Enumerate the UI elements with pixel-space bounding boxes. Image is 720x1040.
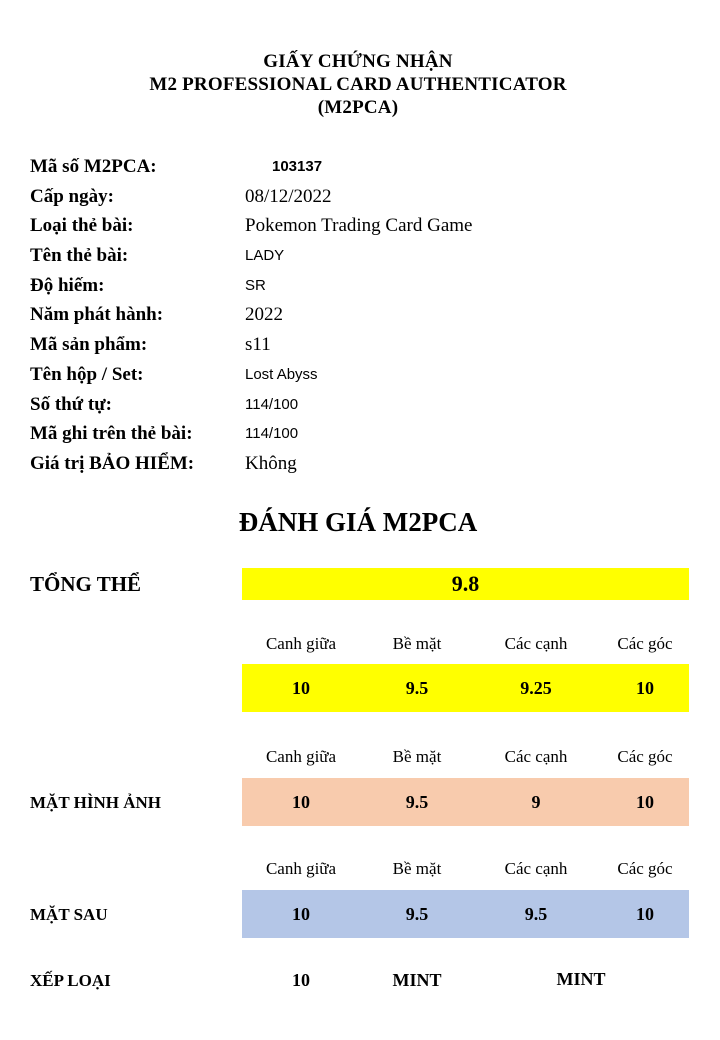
certificate-org-abbr: (M2PCA) xyxy=(317,97,399,118)
info-label: Năm phát hành: xyxy=(30,304,164,326)
overall-label: TỔNG THỂ xyxy=(30,572,142,596)
info-label: Số thứ tự: xyxy=(30,393,112,415)
front-surface: 9.5 xyxy=(405,792,429,812)
certificate-title: GIẤY CHỨNG NHẬN xyxy=(263,51,453,72)
info-value: Không xyxy=(245,452,297,474)
info-label: Mã sản phẩm: xyxy=(30,334,148,356)
front-label: MẶT HÌNH ẢNH xyxy=(30,793,161,812)
col-header-corners: Các góc xyxy=(617,859,673,878)
back-centering: 10 xyxy=(292,904,310,924)
back-surface: 9.5 xyxy=(405,904,429,924)
grade-label: XẾP LOẠI xyxy=(30,971,111,990)
info-value: Pokemon Trading Card Game xyxy=(245,215,473,237)
certificate-org: M2 PROFESSIONAL CARD AUTHENTICATOR xyxy=(149,74,567,95)
subscore-surface: 9.5 xyxy=(405,678,429,698)
info-value: 2022 xyxy=(245,304,283,326)
col-header-corners: Các góc xyxy=(617,747,673,766)
evaluation-title: ĐÁNH GIÁ M2PCA xyxy=(238,507,478,537)
col-header-edges: Các cạnh xyxy=(504,747,568,766)
info-label: Mã số M2PCA: xyxy=(30,156,157,177)
back-edges: 9.5 xyxy=(524,904,548,924)
grade-text-secondary: MINT xyxy=(556,969,606,989)
col-header-corners: Các góc xyxy=(617,634,673,653)
grade-score: 10 xyxy=(292,970,310,990)
certificate-header xyxy=(0,50,716,119)
front-edges: 9 xyxy=(531,792,541,812)
info-label: Tên thẻ bài: xyxy=(30,245,129,267)
col-header-surface: Bề mặt xyxy=(392,634,442,653)
col-header-edges: Các cạnh xyxy=(504,634,568,653)
col-header-centering: Canh giữa xyxy=(265,634,337,653)
info-value: 08/12/2022 xyxy=(245,185,332,207)
info-label: Mã ghi trên thẻ bài: xyxy=(30,423,193,445)
front-corners: 10 xyxy=(636,792,654,812)
back-label: MẶT SAU xyxy=(30,905,108,924)
info-label: Tên hộp / Set: xyxy=(30,363,144,385)
info-value: 114/100 xyxy=(245,425,299,443)
grade-text: MINT xyxy=(392,970,442,990)
info-value: SR xyxy=(245,276,266,294)
info-label: Giá trị BẢO HIỂM: xyxy=(30,452,195,474)
col-header-centering: Canh giữa xyxy=(265,747,337,766)
info-label: Độ hiếm: xyxy=(30,274,105,296)
info-value: 114/100 xyxy=(245,395,299,413)
subscore-centering: 10 xyxy=(292,678,310,698)
subscore-corners: 10 xyxy=(636,678,654,698)
back-corners: 10 xyxy=(636,904,654,924)
info-value: Lost Abyss xyxy=(245,365,318,383)
info-label: Cấp ngày: xyxy=(30,185,114,207)
front-centering: 10 xyxy=(292,792,310,812)
info-value: LADY xyxy=(245,247,285,265)
col-header-centering: Canh giữa xyxy=(265,859,337,878)
col-header-surface: Bề mặt xyxy=(392,747,442,766)
info-value: 103137 xyxy=(272,158,323,175)
info-value: s11 xyxy=(245,334,271,356)
col-header-edges: Các cạnh xyxy=(504,859,568,878)
col-header-surface: Bề mặt xyxy=(392,859,442,878)
info-label: Loại thẻ bài: xyxy=(30,215,134,237)
overall-score: 9.8 xyxy=(451,571,480,596)
subscore-edges: 9.25 xyxy=(520,678,552,698)
